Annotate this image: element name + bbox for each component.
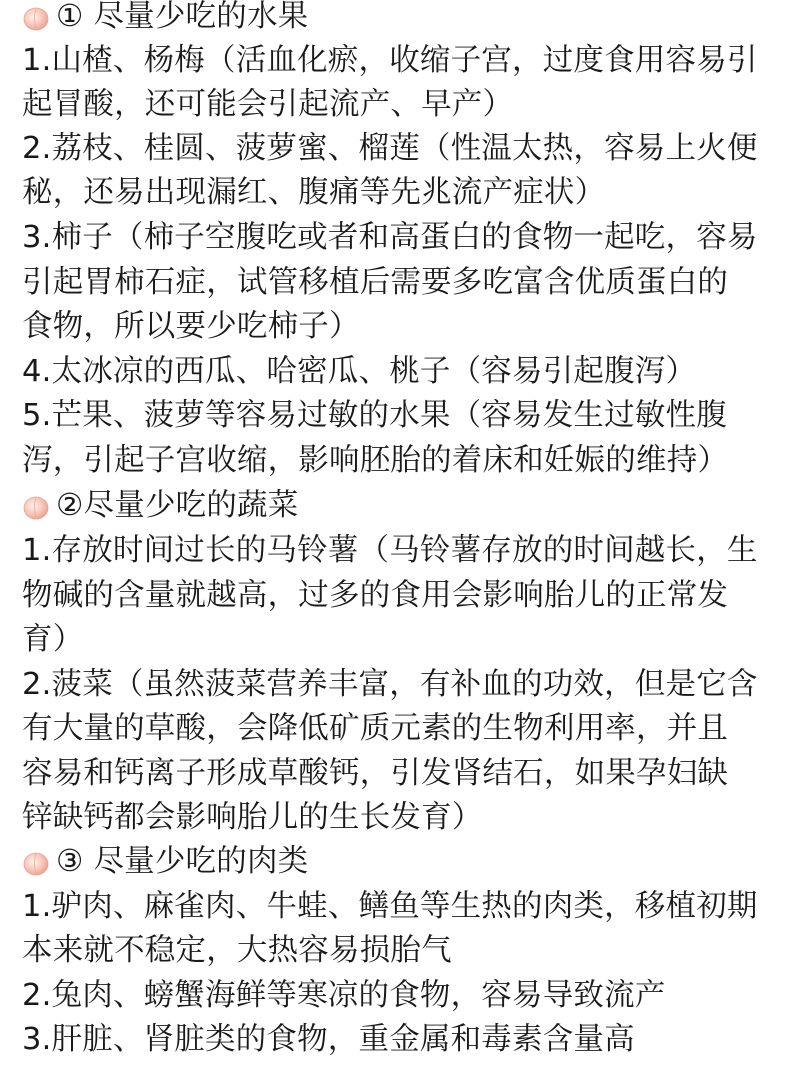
- text-line: 食物，所以要少吃柿子）: [22, 309, 360, 344]
- text-line: 2.菠菜（虽然菠菜营养丰富，有补血的功效，但是它含: [22, 667, 758, 702]
- text-line: 2.荔枝、桂圆、菠萝蜜、榴莲（性温太热，容易上火便: [22, 131, 758, 166]
- text-line: 秘，还易出现漏红、腹痛等先兆流产症状）: [22, 175, 606, 210]
- peach-icon: [22, 850, 50, 876]
- text-line: 锌缺钙都会影响胎儿的生长发育）: [22, 800, 483, 835]
- section-heading-text: ① 尽量少吃的水果: [56, 0, 309, 34]
- text-line: 本来就不稳定，大热容易损胎气: [22, 933, 452, 968]
- text-line: 容易和钙离子形成草酸钙，引发肾结石，如果孕妇缺: [22, 756, 729, 791]
- peach-icon: [22, 494, 50, 520]
- text-line: 5.芒果、菠萝等容易过敏的水果（容易发生过敏性腹: [22, 398, 727, 433]
- section-heading-text: ③ 尽量少吃的肉类: [56, 844, 309, 879]
- section-heading-fruit: [22, 0, 308, 39]
- peach-icon: [22, 5, 50, 31]
- section-heading-text: ②尽量少吃的蔬菜: [56, 488, 299, 523]
- text-line: 物碱的含量就越高，过多的食用会影响胎儿的正常发: [22, 578, 729, 613]
- text-line: 3.柿子（柿子空腹吃或者和高蛋白的食物一起吃，容易: [22, 220, 758, 255]
- text-line: 泻，引起子宫收缩，影响胚胎的着床和妊娠的维持）: [22, 443, 729, 478]
- text-line: 育）: [22, 622, 84, 657]
- text-line: 2.兔肉、螃蟹海鲜等寒凉的食物，容易导致流产: [22, 978, 666, 1013]
- text-line: 有大量的草酸，会降低矿质元素的生物利用率，并且: [22, 711, 729, 746]
- text-line: 引起胃柿石症，试管移植后需要多吃富含优质蛋白的: [22, 265, 729, 300]
- text-line: 1.存放时间过长的马铃薯（马铃薯存放的时间越长，生: [22, 533, 758, 568]
- text-line: 3.肝脏、肾脏类的食物，重金属和毒素含量高: [22, 1022, 635, 1057]
- text-line: 起冒酸，还可能会引起流产、早产）: [22, 87, 514, 122]
- text-line: 1.山楂、杨梅（活血化瘀，收缩子宫，过度食用容易引: [22, 43, 758, 78]
- text-line: 1.驴肉、麻雀肉、牛蛙、鳝鱼等生热的肉类，移植初期: [22, 889, 758, 924]
- text-line: 4.太冰凉的西瓜、哈密瓜、桃子（容易引起腹泻）: [22, 354, 697, 389]
- section-heading-vegetables: [22, 484, 298, 528]
- section-heading-meat: [22, 840, 308, 884]
